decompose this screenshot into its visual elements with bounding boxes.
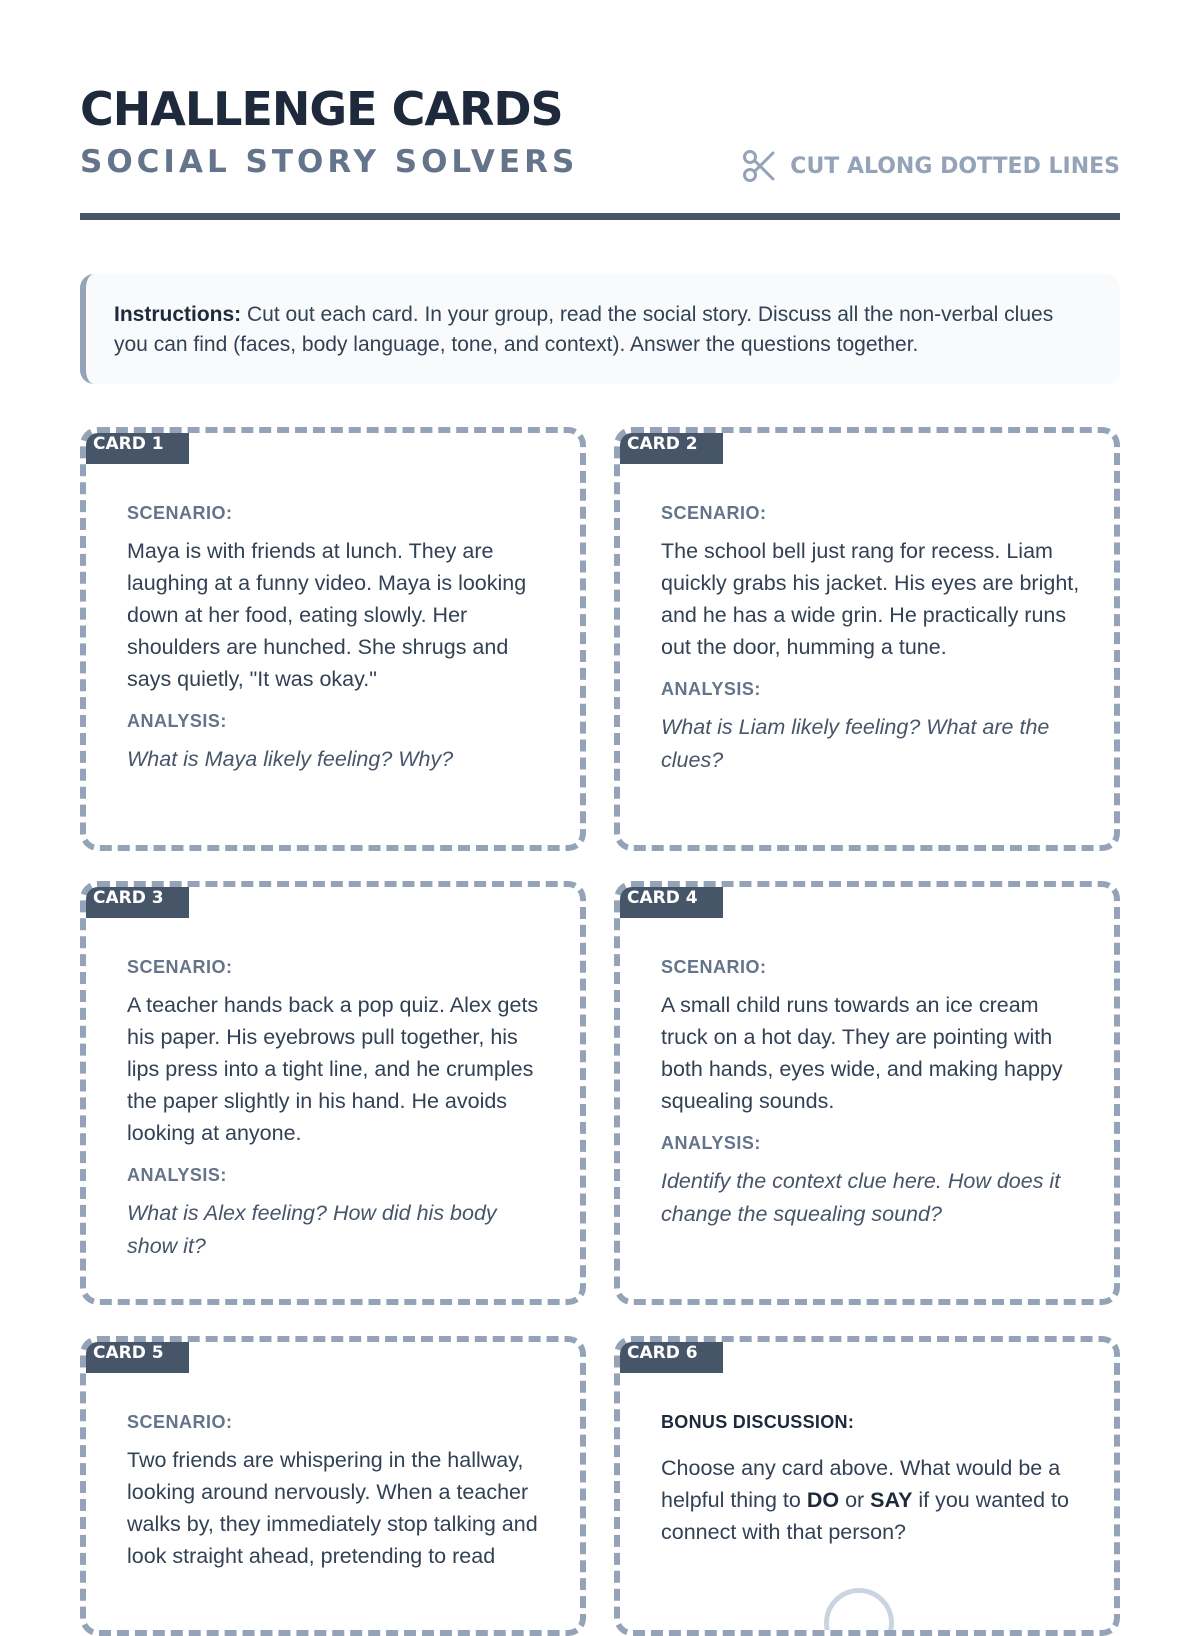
scenario-label: SCENARIO:: [127, 957, 233, 977]
cut-hint: [742, 148, 1120, 184]
scenario-text: A teacher hands back a pop quiz. Alex gets his paper. His eyebrows pull together, his lips press into a tight line, and he crumples the paper slightly in his hand. He avoids looking at anyone.: [127, 993, 539, 1145]
card-tab: CARD 6: [620, 1342, 723, 1373]
analysis-question: Identify the context clue here. How does it change the squealing sound?: [661, 1169, 1061, 1226]
bonus-say-word: SAY: [870, 1488, 913, 1512]
challenge-card-3: [80, 881, 586, 1305]
analysis-question: What is Maya likely feeling? Why?: [127, 747, 454, 771]
analysis-question: What is Liam likely feeling? What are the clues?: [661, 715, 1050, 772]
circle-icon: [824, 1588, 894, 1636]
bonus-do-word: DO: [806, 1488, 840, 1512]
card-tab: CARD 1: [86, 433, 189, 464]
instructions-label: Instructions:: [114, 303, 242, 326]
bonus-or-word: or: [839, 1488, 871, 1512]
card-tab: CARD 4: [620, 887, 723, 918]
bonus-discussion-label: BONUS DISCUSSION:: [661, 1412, 855, 1432]
card-tab: CARD 3: [86, 887, 189, 918]
challenge-card-2: [614, 427, 1120, 851]
bonus-discussion-text: [661, 1452, 1081, 1548]
card-tab: CARD 2: [620, 433, 723, 464]
scissors-icon: [742, 148, 776, 184]
analysis-label: ANALYSIS:: [127, 1165, 227, 1185]
scenario-text: The school bell just rang for recess. Liam quickly grabs his jacket. His eyes are bright, and he has a wide grin. He practically runs out the door, humming a tune.: [661, 539, 1080, 659]
page-title: CHALLENGE CARDS: [80, 82, 563, 136]
scenario-label: SCENARIO:: [127, 1412, 233, 1432]
analysis-label: ANALYSIS:: [661, 1133, 761, 1153]
header-divider: [80, 213, 1120, 220]
card-tab: CARD 5: [86, 1342, 189, 1373]
challenge-card-6-bonus: [614, 1336, 1120, 1636]
bonus-text-start: Choose any card above. What would be a helpful thing to: [661, 1456, 1061, 1512]
challenge-card-4: [614, 881, 1120, 1305]
scenario-label: SCENARIO:: [661, 957, 767, 977]
cut-hint-label: CUT ALONG DOTTED LINES: [790, 153, 1120, 179]
scenario-text: A small child runs towards an ice cream truck on a hot day. They are pointing with both hands, eyes wide, and making happy squealing sounds.: [661, 993, 1063, 1113]
scenario-label: SCENARIO:: [661, 503, 767, 523]
worksheet-page: [80, 0, 1120, 1600]
analysis-label: ANALYSIS:: [127, 711, 227, 731]
challenge-card-1: [80, 427, 586, 851]
scenario-text: Maya is with friends at lunch. They are laughing at a funny video. Maya is looking down at her food, eating slowly. Her shoulders are hunched. She shrugs and says quietly, "It was okay.": [127, 539, 527, 691]
scenario-label: SCENARIO:: [127, 503, 233, 523]
page-subtitle: SOCIAL STORY SOLVERS: [80, 144, 579, 180]
analysis-label: ANALYSIS:: [661, 679, 761, 699]
analysis-question: What is Alex feeling? How did his body show it?: [127, 1201, 497, 1258]
bonus-text-end: if you wanted to connect with that person?: [661, 1488, 1069, 1544]
instructions-box: [80, 274, 1120, 384]
instructions-text: Cut out each card. In your group, read the social story. Discuss all the non-verbal clues you can find (faces, body language, tone, and context). Answer the questions together.: [114, 303, 1054, 356]
challenge-card-5: [80, 1336, 586, 1636]
scenario-text: Two friends are whispering in the hallway, looking around nervously. When a teacher walks by, they immediately stop talking and look straight ahead, pretending to read: [127, 1448, 538, 1568]
